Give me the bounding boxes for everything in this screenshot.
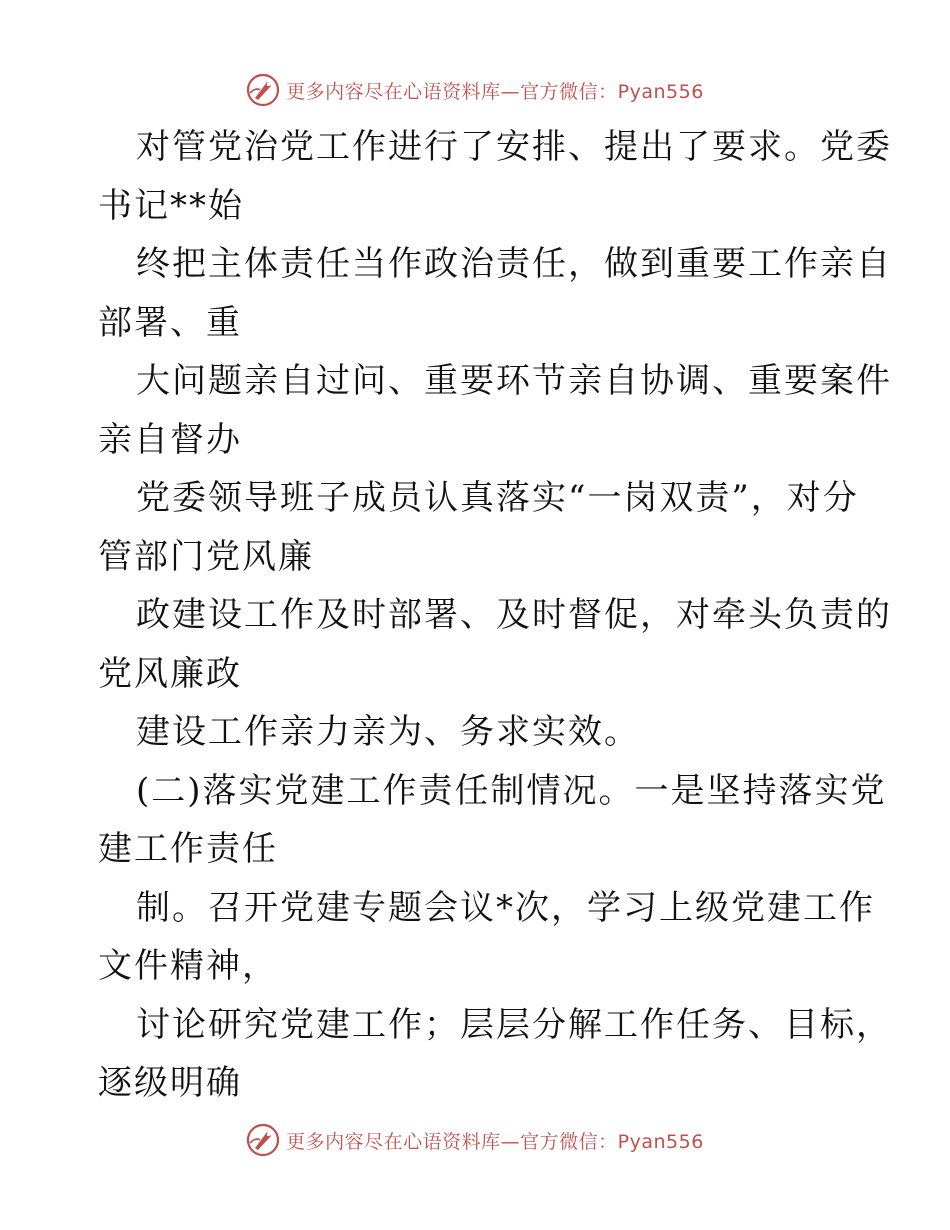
body-line-13: 建工作责任 [98, 829, 278, 869]
body-line-15: 文件精神， [98, 946, 278, 986]
body-line-8: 管部门党风廉 [98, 536, 314, 577]
body-line-2: 书记**始 [98, 185, 244, 226]
body-line-3: 终把主体责任当作政治责任，做到重要工作亲自 [136, 244, 892, 284]
body-line-1: 对管党治党工作进行了安排、提出了要求。党委 [136, 127, 892, 167]
body-line-17: 逐级明确 [98, 1063, 242, 1103]
footer-banner-text: 更多内容尽在心语资料库—官方微信：Pyan556 [286, 1130, 704, 1153]
body-line-9: 政建设工作及时部署、及时督促，对牵头负责的 [136, 595, 892, 635]
body-line-16: 讨论研究党建工作；层层分解工作任务、目标， [136, 1004, 892, 1045]
body-line-6: 亲自督办 [98, 419, 242, 460]
body-line-11: 建设工作亲力亲为、务求实效。 [136, 712, 640, 752]
document-body [98, 118, 892, 1113]
body-line-10: 党风廉政 [98, 653, 242, 694]
body-line-12: (二)落实党建工作责任制情况。一是坚持落实党 [136, 770, 887, 811]
header-banner-text: 更多内容尽在心语资料库—官方微信：Pyan556 [286, 80, 704, 103]
header-banner [0, 70, 950, 110]
pen-nib-logo-icon [246, 1123, 280, 1157]
footer-banner [0, 1120, 950, 1160]
body-line-7: 党委领导班子成员认真落实“一岗双责”，对分 [136, 478, 859, 518]
body-line-5: 大问题亲自过问、重要环节亲自协调、重要案件 [136, 361, 892, 401]
body-line-4: 部署、重 [98, 302, 242, 343]
pen-nib-logo-icon [246, 73, 280, 107]
body-line-14: 制。召开党建专题会议*次，学习上级党建工作 [136, 887, 875, 928]
